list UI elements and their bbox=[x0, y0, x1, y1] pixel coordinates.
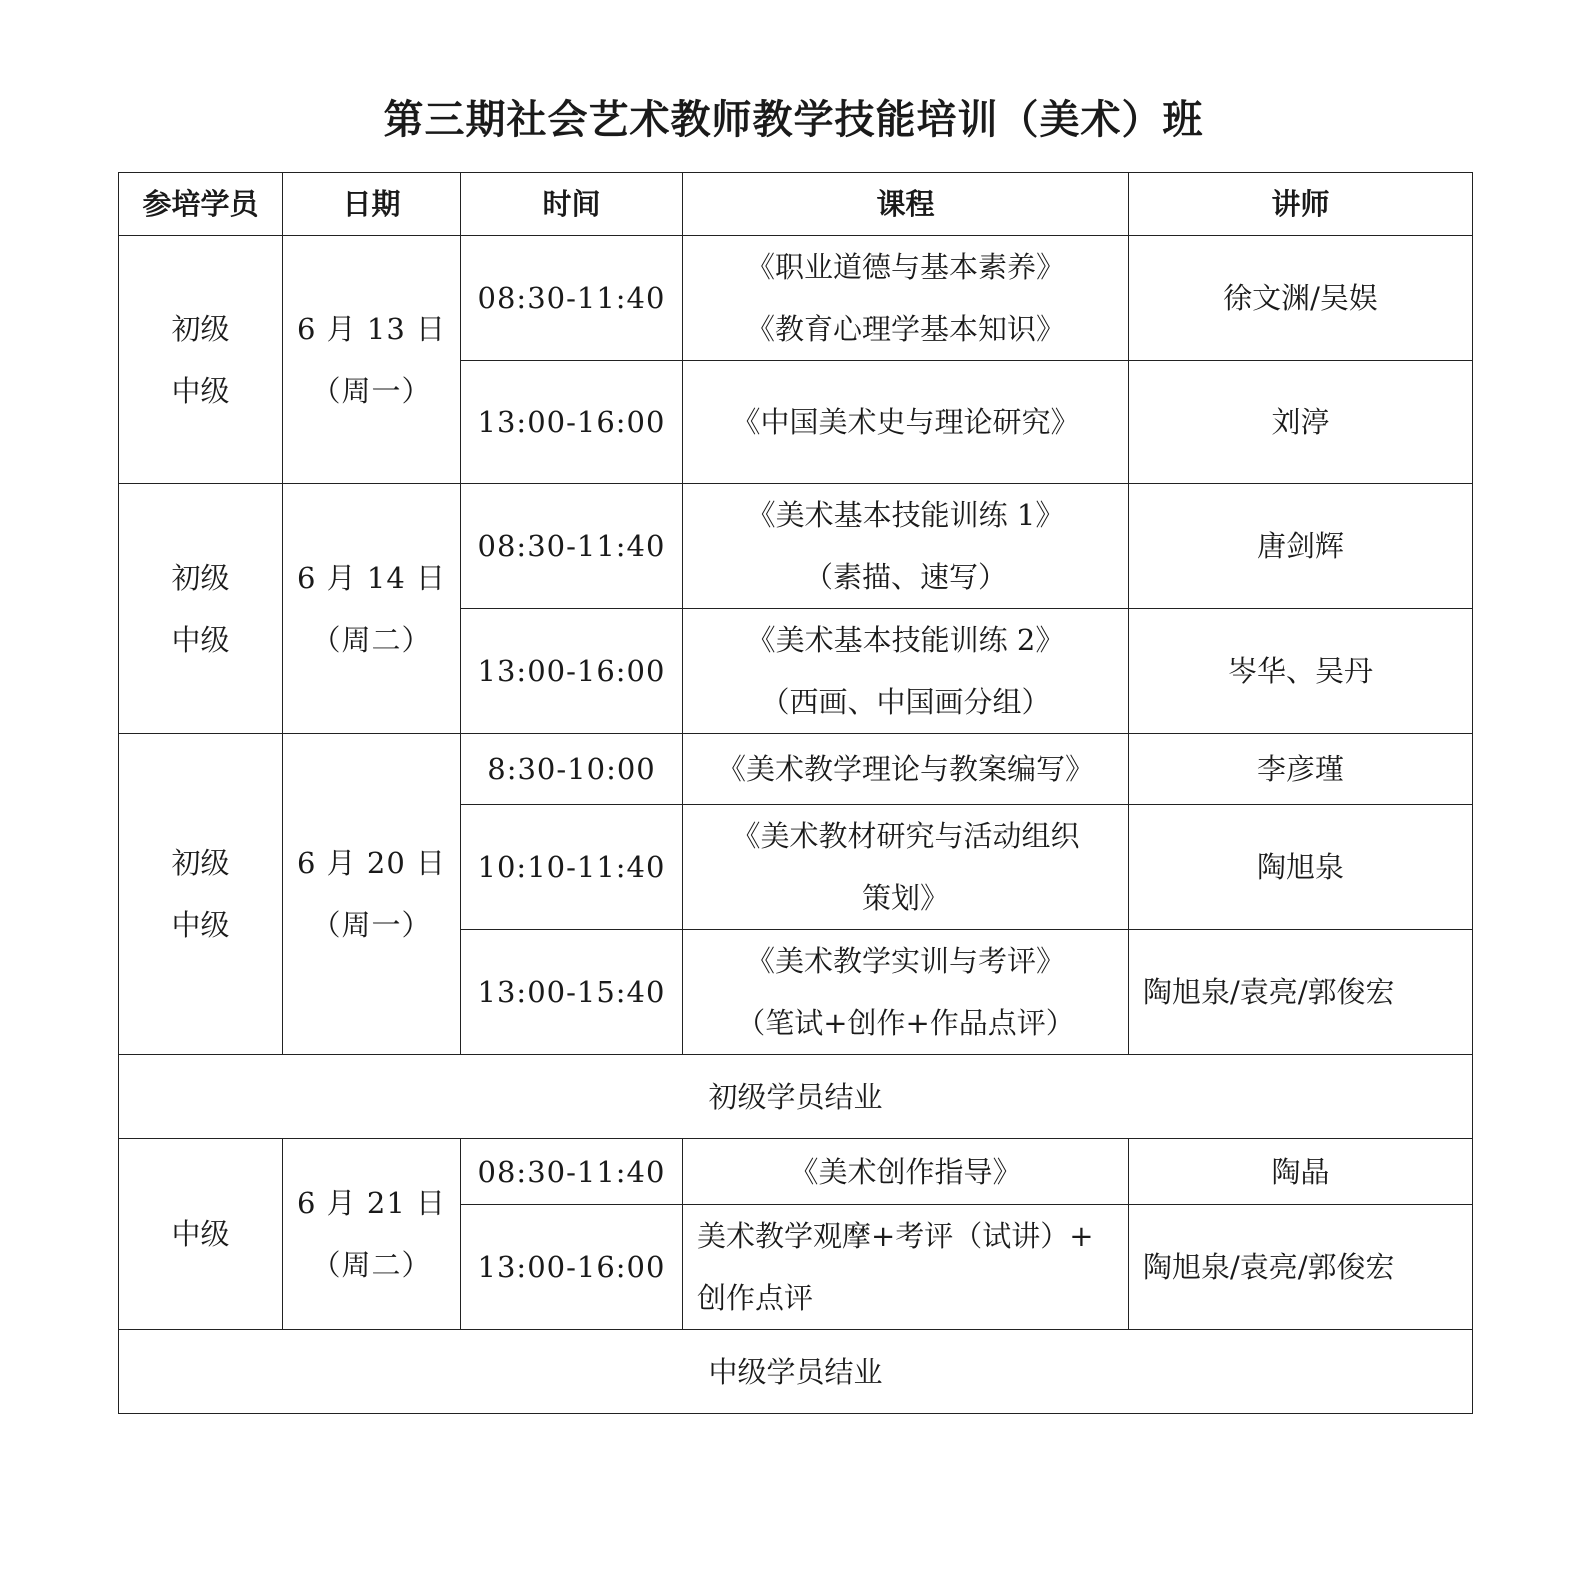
course-line: 《美术基本技能训练 2》 bbox=[746, 623, 1065, 657]
date-text: 6 月 14 日 bbox=[296, 560, 446, 595]
course-cell bbox=[683, 1139, 1129, 1205]
time-cell: 13:00-16:00 bbox=[461, 1205, 683, 1330]
graduation-row bbox=[119, 1055, 1473, 1139]
course-cell bbox=[683, 930, 1129, 1055]
teacher-cell: 陶旭泉/袁亮/郭俊宏 bbox=[1129, 1205, 1473, 1330]
weekday-text: （周二） bbox=[311, 622, 432, 657]
header-teacher: 讲师 bbox=[1129, 173, 1473, 236]
student-level: 中级 bbox=[171, 622, 230, 657]
course-line: 《美术教材研究与活动组织 bbox=[731, 819, 1080, 853]
course-cell bbox=[683, 236, 1129, 361]
table-row bbox=[119, 484, 1473, 609]
student-level: 中级 bbox=[171, 908, 230, 942]
course-line: 《职业道德与基本素养》 bbox=[745, 250, 1065, 284]
students-cell bbox=[119, 484, 283, 734]
course-cell bbox=[683, 609, 1129, 734]
date-text: 6 月 13 日 bbox=[296, 311, 446, 346]
table-row bbox=[119, 1139, 1473, 1205]
course-cell bbox=[683, 1205, 1129, 1330]
course-line: （素描、速写） bbox=[803, 560, 1007, 594]
teacher-cell: 徐文渊/吴娱 bbox=[1129, 236, 1473, 361]
course-cell bbox=[683, 805, 1129, 930]
teacher-cell: 陶旭泉/袁亮/郭俊宏 bbox=[1129, 930, 1473, 1055]
weekday-text: （周一） bbox=[311, 373, 432, 408]
student-level: 初级 bbox=[171, 560, 230, 595]
course-line: 策划》 bbox=[861, 881, 949, 915]
date-text: 6 月 20 日 bbox=[296, 846, 446, 880]
date-text: 6 月 21 日 bbox=[296, 1186, 446, 1220]
time-cell: 8:30-10:00 bbox=[461, 734, 683, 805]
course-line: 《中国美术史与理论研究》 bbox=[731, 405, 1080, 439]
teacher-cell: 唐剑辉 bbox=[1129, 484, 1473, 609]
course-line: 《美术创作指导》 bbox=[789, 1154, 1022, 1189]
course-cell bbox=[683, 361, 1129, 484]
schedule-table bbox=[118, 172, 1473, 1414]
graduation-intermediate: 中级学员结业 bbox=[119, 1330, 1473, 1414]
course-line: 《美术基本技能训练 1》 bbox=[746, 498, 1065, 532]
course-cell bbox=[683, 484, 1129, 609]
teacher-cell: 岑华、吴丹 bbox=[1129, 609, 1473, 734]
teacher-cell: 陶晶 bbox=[1129, 1139, 1473, 1205]
course-line: 《美术教学实训与考评》 bbox=[745, 944, 1065, 978]
time-cell: 10:10-11:40 bbox=[461, 805, 683, 930]
student-level: 中级 bbox=[171, 373, 230, 408]
weekday-text: （周二） bbox=[311, 1248, 432, 1282]
teacher-cell: 李彦瑾 bbox=[1129, 734, 1473, 805]
course-line: 创作点评 bbox=[697, 1281, 814, 1315]
time-cell: 13:00-16:00 bbox=[461, 361, 683, 484]
time-cell: 13:00-15:40 bbox=[461, 930, 683, 1055]
date-cell bbox=[283, 734, 461, 1055]
time-cell: 08:30-11:40 bbox=[461, 1139, 683, 1205]
course-line: （笔试+创作+作品点评） bbox=[736, 1006, 1075, 1040]
header-date: 日期 bbox=[283, 173, 461, 236]
time-cell: 08:30-11:40 bbox=[461, 236, 683, 361]
course-line: 《美术教学理论与教案编写》 bbox=[716, 752, 1094, 786]
student-level: 初级 bbox=[171, 846, 230, 880]
student-level: 初级 bbox=[171, 311, 230, 346]
course-cell bbox=[683, 734, 1129, 805]
time-cell: 08:30-11:40 bbox=[461, 484, 683, 609]
course-line: 《教育心理学基本知识》 bbox=[745, 312, 1065, 346]
student-level: 中级 bbox=[171, 1217, 230, 1251]
table-row bbox=[119, 734, 1473, 805]
graduation-junior: 初级学员结业 bbox=[119, 1055, 1473, 1139]
date-cell bbox=[283, 236, 461, 484]
graduation-row bbox=[119, 1330, 1473, 1414]
date-cell bbox=[283, 484, 461, 734]
teacher-cell: 刘渟 bbox=[1129, 361, 1473, 484]
date-cell bbox=[283, 1139, 461, 1330]
header-students: 参培学员 bbox=[119, 173, 283, 236]
students-cell bbox=[119, 734, 283, 1055]
header-row bbox=[119, 173, 1473, 236]
time-cell: 13:00-16:00 bbox=[461, 609, 683, 734]
weekday-text: （周一） bbox=[311, 908, 432, 942]
students-cell bbox=[119, 1139, 283, 1330]
page-title: 第三期社会艺术教师教学技能培训（美术）班 bbox=[383, 97, 1204, 143]
header-time: 时间 bbox=[461, 173, 683, 236]
header-course: 课程 bbox=[683, 173, 1129, 236]
students-cell bbox=[119, 236, 283, 484]
course-line: 美术教学观摩+考评（试讲）+ bbox=[697, 1219, 1094, 1253]
course-line: （西画、中国画分组） bbox=[760, 685, 1051, 719]
table-row bbox=[119, 236, 1473, 361]
teacher-cell: 陶旭泉 bbox=[1129, 805, 1473, 930]
